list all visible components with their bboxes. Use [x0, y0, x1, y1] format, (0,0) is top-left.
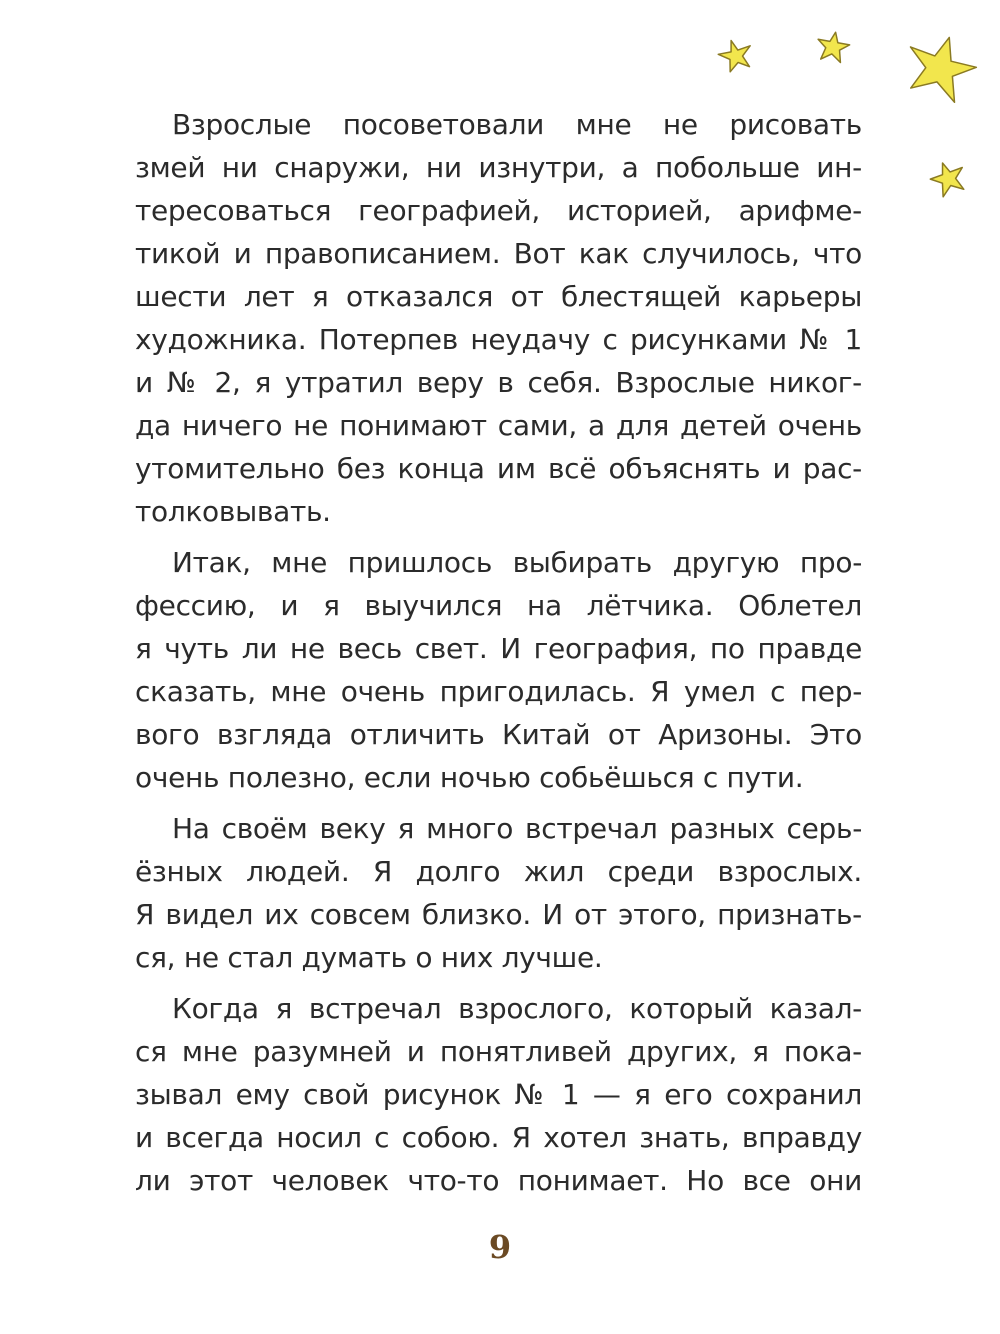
text-line: зывал ему свой рисунок № 1 — я его сохранил: [135, 1078, 862, 1111]
text-line: Когда я встречал взрослого, который казал-: [172, 992, 862, 1025]
text-line: утомительно без конца им всё объяснять и рас-: [135, 452, 862, 485]
text-line: я чуть ли не весь свет. И география, по правде: [135, 632, 862, 665]
star-large-right: [898, 27, 982, 105]
text-line: да ничего не понимают сами, а для детей очень: [135, 409, 862, 442]
text-line: вого взгляда отличить Китай от Аризоны. Это: [135, 718, 862, 751]
text-line: шести лет я отказался от блестящей карьеры: [135, 280, 862, 313]
text-line: тикой и правописанием. Вот как случилось, что: [135, 237, 862, 270]
body-text: [135, 103, 862, 1210]
text-line: фессию, и я выучился на лётчика. Облетел: [135, 589, 862, 622]
text-line: и всегда носил с собою. Я хотел знать, вправду: [135, 1121, 862, 1154]
star-small-middle: [815, 29, 852, 63]
text-line: На своём веку я много встречал разных серь-: [172, 812, 862, 845]
paragraph-3: [135, 807, 862, 979]
text-line: змей ни снаружи, ни изнутри, а побольше ин-: [135, 151, 862, 184]
star-small-left: [716, 36, 756, 74]
star-small-lower: [927, 157, 970, 199]
text-line: и № 2, я утратил веру в себя. Взрослые никог-: [135, 366, 862, 399]
text-line: Итак, мне пришлось выбирать другую про-: [172, 546, 862, 579]
text-line: ли этот человек что-то понимает. Но все они: [135, 1164, 862, 1197]
text-line: Взрослые посоветовали мне не рисовать: [172, 108, 862, 141]
text-line: ся мне разумней и понятливей других, я пока-: [135, 1035, 862, 1068]
paragraph-1: [135, 103, 862, 533]
text-line: очень полезно, если ночью собьёшься с пути.: [135, 761, 804, 794]
text-line: Я видел их совсем близко. И от этого, признать-: [135, 898, 862, 931]
text-line: толковывать.: [135, 495, 331, 528]
text-line: ёзных людей. Я долго жил среди взрослых.: [135, 855, 862, 888]
paragraph-2: [135, 541, 862, 799]
text-line: художника. Потерпев неудачу с рисунками № 1: [135, 323, 862, 356]
page-number: 9: [488, 1228, 512, 1266]
paragraph-4: [135, 987, 862, 1202]
text-line: ся, не стал думать о них лучше.: [135, 941, 603, 974]
text-line: сказать, мне очень пригодилась. Я умел с пер-: [135, 675, 862, 708]
text-line: тересоваться географией, историей, арифме-: [135, 194, 862, 227]
